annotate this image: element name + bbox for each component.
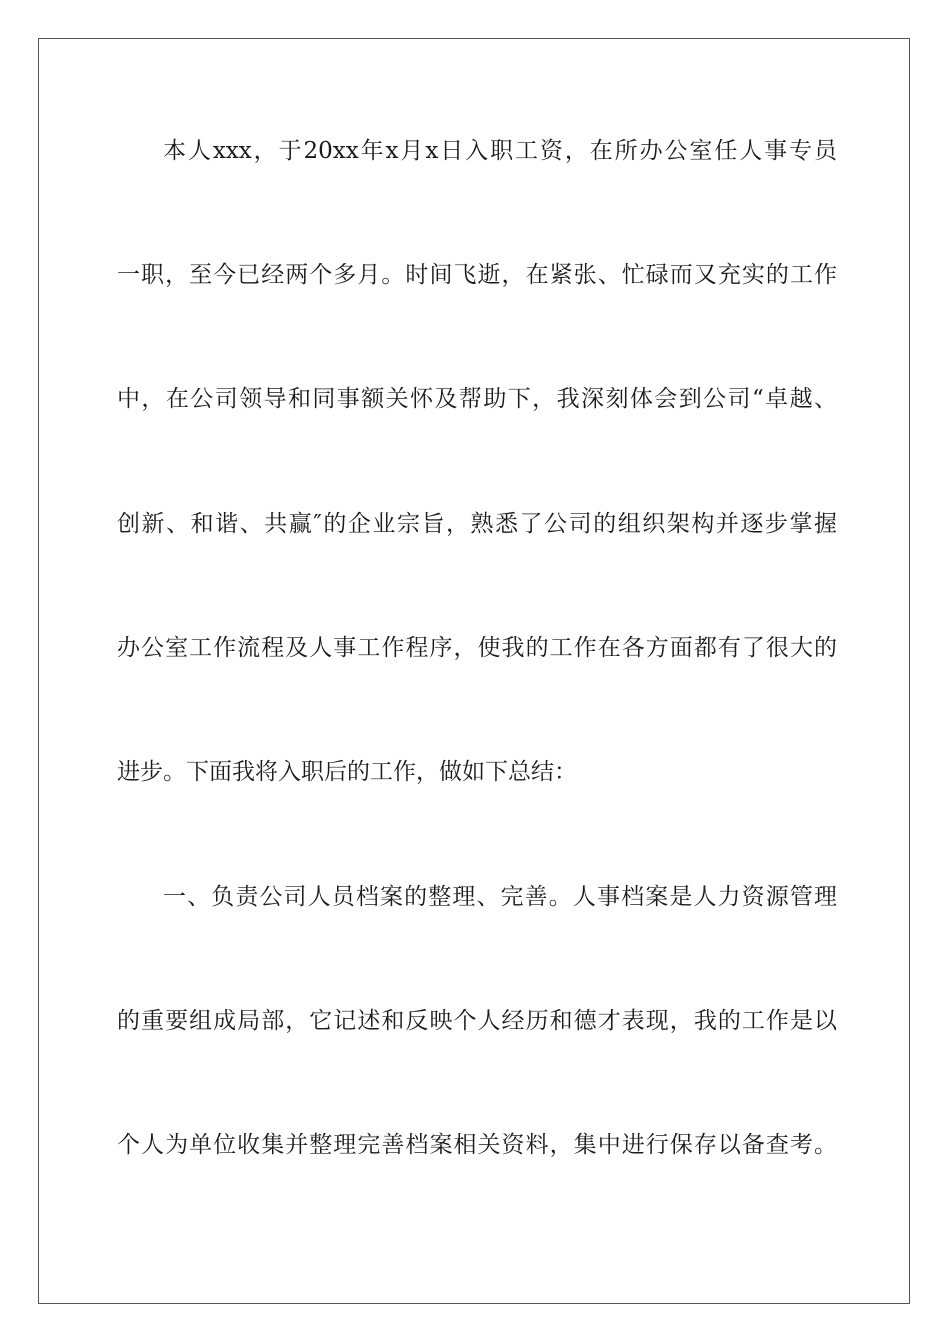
paragraph-1-line-3: 中，在公司领导和同事额关怀及帮助下，我深刻体会到公司“卓越、	[117, 386, 837, 412]
paragraph-2-line-1: 一、负责公司人员档案的整理、完善。人事档案是人力资源管理	[163, 884, 837, 910]
paragraph-1-line-6: 进步。下面我将入职后的工作，做如下总结：	[117, 759, 577, 785]
paragraph-1-line-5: 办公室工作流程及人事工作程序，使我的工作在各方面都有了很大的	[117, 635, 837, 661]
paragraph-2-line-3: 个人为单位收集并整理完善档案相关资料，集中进行保存以备查考。	[117, 1132, 837, 1158]
page-border	[38, 38, 910, 1304]
paragraph-2-line-2: 的重要组成局部，它记述和反映个人经历和德才表现，我的工作是以	[117, 1008, 837, 1034]
paragraph-1-line-2: 一职，至今已经两个多月。时间飞逝，在紧张、忙碌而又充实的工作	[117, 262, 837, 288]
paragraph-1-line-4: 创新、和谐、共赢″的企业宗旨，熟悉了公司的组织架构并逐步掌握	[117, 511, 837, 537]
paragraph-1-line-1: 本人xxx，于20xx年x月x日入职工资，在所办公室任人事专员	[163, 138, 837, 164]
